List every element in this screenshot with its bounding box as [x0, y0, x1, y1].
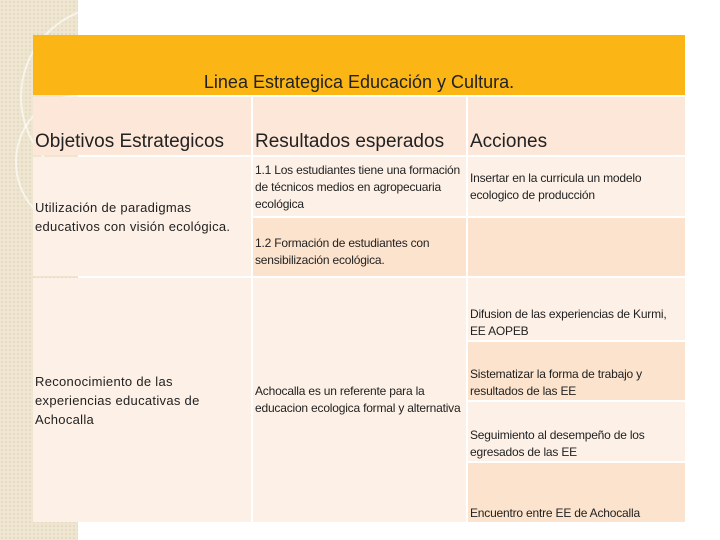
header-objetivos: Objetivos Estrategicos: [33, 97, 251, 155]
header-acciones: Acciones: [468, 97, 685, 155]
accion-cell: Sistematizar la forma de trabajo y resultados de las EE: [468, 342, 685, 400]
objetivo-cell: Utilización de paradigmas educativos con visión ecológica.: [33, 157, 251, 276]
accion-cell: [468, 218, 685, 276]
objetivo-cell: Reconocimiento de las experiencias educativas de Achocalla: [33, 278, 251, 522]
accion-cell: Insertar en la curricula un modelo ecologico de producción: [468, 157, 685, 216]
resultado-cell: 1.1 Los estudiantes tiene una formación de técnicos medios en agropecuaria ecológica: [253, 157, 466, 216]
accion-cell: Difusion de las experiencias de Kurmi, EE AOPEB: [468, 278, 685, 340]
header-resultados: Resultados esperados: [253, 97, 466, 155]
table-title: Linea Estrategica Educación y Cultura.: [33, 35, 685, 95]
accion-cell: Encuentro entre EE de Achocalla: [468, 463, 685, 522]
resultado-cell: 1.2 Formación de estudiantes con sensibilización ecológica.: [253, 218, 466, 276]
accion-cell: Seguimiento al desempeño de los egresados de las EE: [468, 402, 685, 461]
resultado-cell: Achocalla es un referente para la educacion ecologica formal y alternativa: [253, 278, 466, 522]
